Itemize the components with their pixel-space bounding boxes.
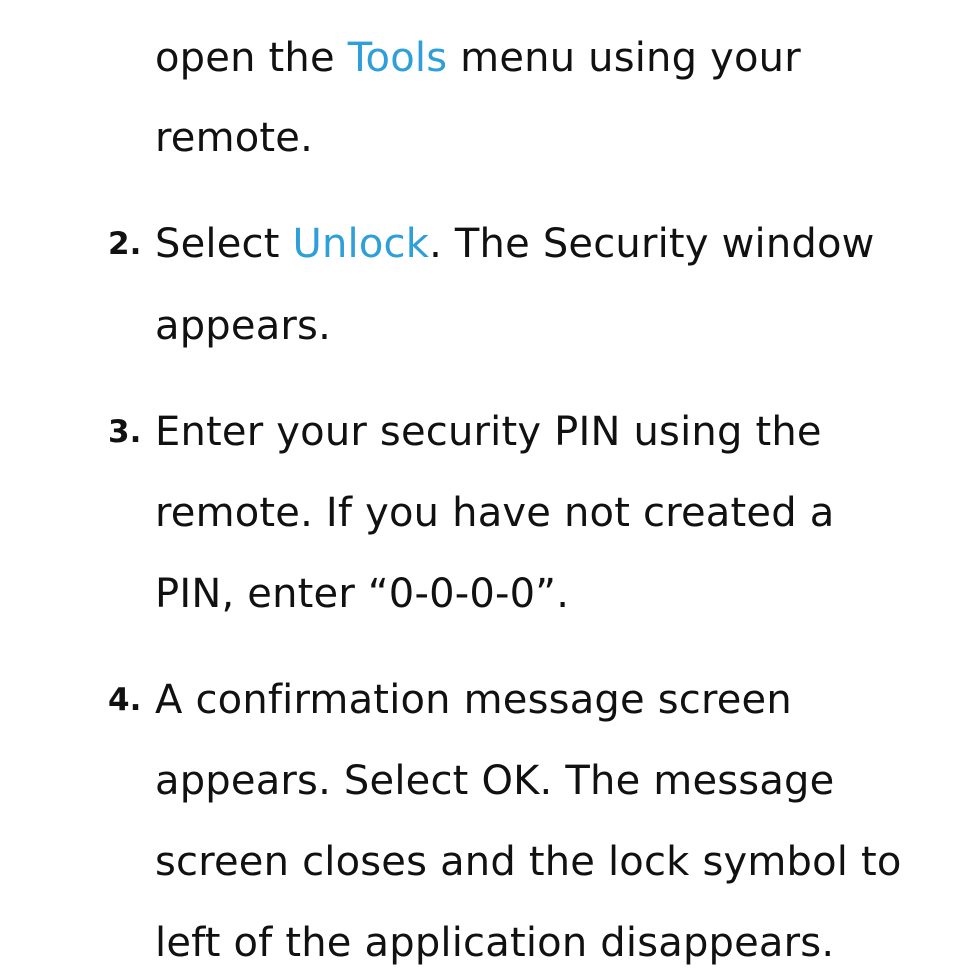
step-2-line-2: appears. xyxy=(155,303,332,349)
step-4-line-1: A confirmation message screen xyxy=(155,677,792,723)
step-4-line-3: screen closes and the lock symbol to xyxy=(155,839,902,885)
step-3-line-1: Enter your security PIN using the xyxy=(155,409,822,455)
step-number-3: 3. xyxy=(108,414,142,450)
unlock-option-link: Unlock xyxy=(292,221,430,267)
step-2-text-before: Select xyxy=(155,221,293,267)
intro-line-2: remote. xyxy=(155,115,314,161)
step-number-4: 4. xyxy=(108,682,142,718)
step-3-line-3: PIN, enter “0-0-0-0”. xyxy=(155,571,570,617)
step-4-line-2: appears. Select OK. The message xyxy=(155,758,835,804)
intro-text-after: menu using your xyxy=(447,35,801,81)
step-number-2: 2. xyxy=(108,226,142,262)
step-2-text-after: . The Security window xyxy=(429,221,875,267)
step-2-line-1 xyxy=(155,219,875,269)
intro-line-1 xyxy=(155,33,801,83)
tools-menu-link: Tools xyxy=(347,35,448,81)
step-4-line-4: left of the application disappears. xyxy=(155,920,835,966)
step-3-line-2: remote. If you have not created a xyxy=(155,490,835,536)
intro-text-before: open the xyxy=(155,35,348,81)
